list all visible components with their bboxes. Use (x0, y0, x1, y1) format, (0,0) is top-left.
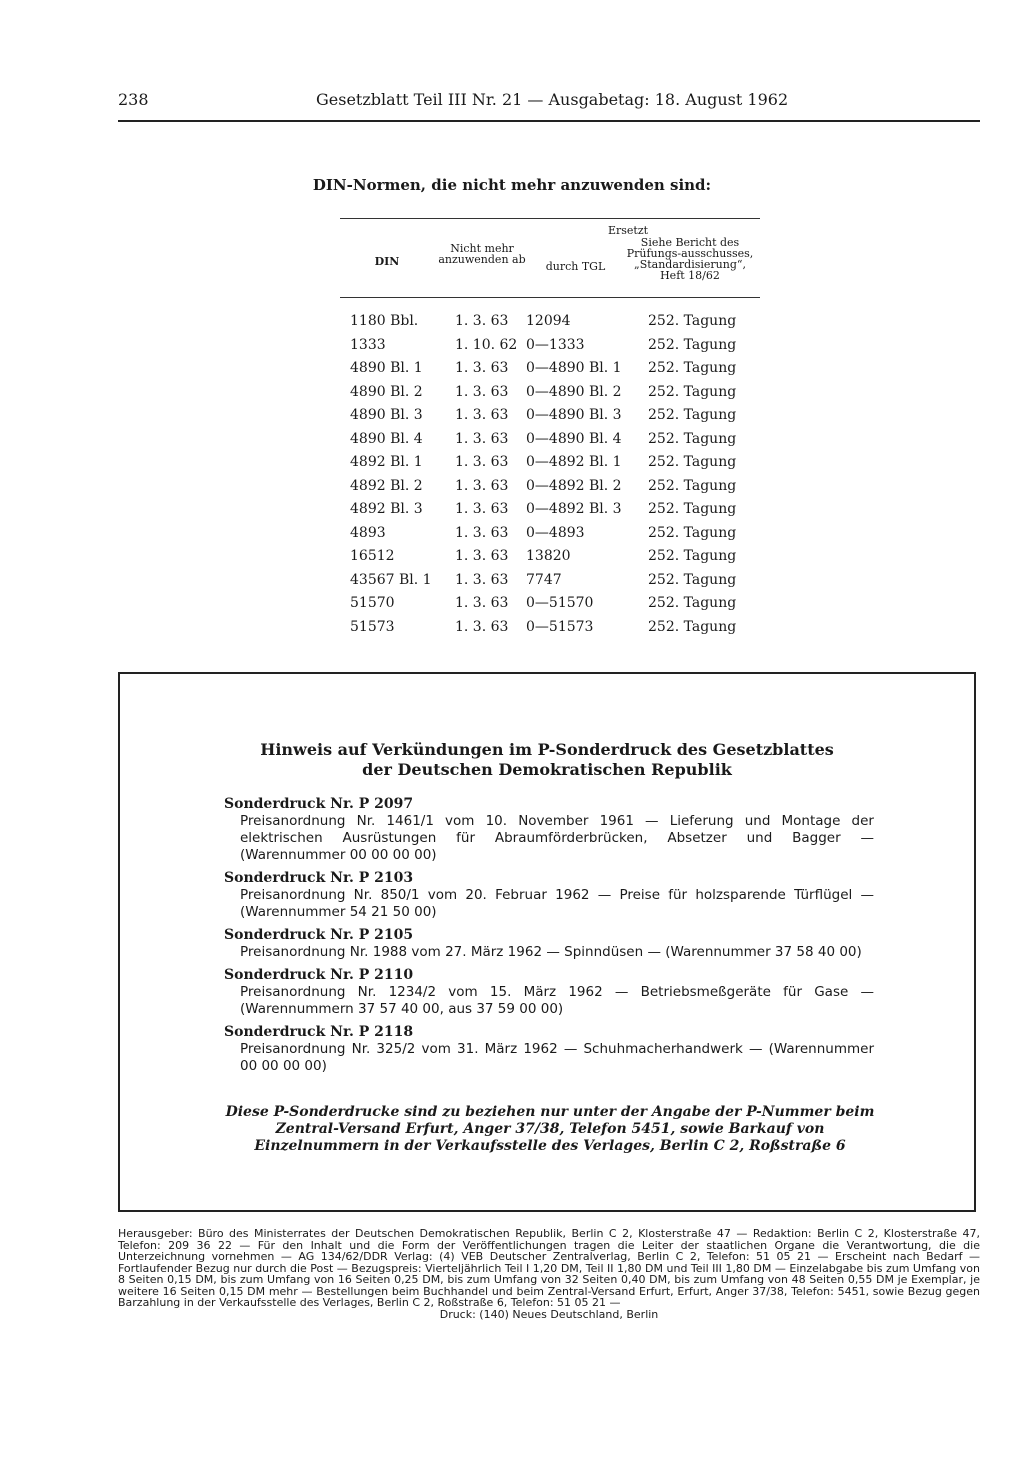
table-rule-bottom (340, 297, 760, 298)
list-item (224, 967, 874, 1018)
page-header (118, 90, 980, 122)
table-row (340, 431, 760, 453)
cell-din: 4890 Bl. 3 (350, 407, 423, 423)
cell-date: 1. 3. 63 (455, 618, 509, 635)
sonderdruck-description: Preisanordnung Nr. 1461/1 vom 10. November 1961 — Lieferung und Montage der elektrischen Ausrüstungen für Abraumförderbrücken, Absetzer und Bagger — (Warennummer 00 00 00 00) (240, 813, 874, 863)
table-row (340, 337, 760, 359)
cell-din: 4890 Bl. 2 (350, 383, 423, 400)
table-row (340, 407, 760, 429)
table-row (340, 572, 760, 594)
cell-din: 43567 Bl. 1 (350, 571, 432, 588)
cell-bericht: 252. Tagung (648, 618, 737, 635)
sonderdruck-number: Sonderdruck Nr. P 2103 (224, 870, 414, 886)
sonderdruck-number: Sonderdruck Nr. P 2097 (224, 796, 414, 812)
cell-din: 4890 Bl. 1 (350, 360, 423, 376)
list-item (224, 1024, 874, 1075)
table-row (340, 360, 760, 382)
notice-title-line1: Hinweis auf Verkündungen im P-Sonderdruck des Gesetzblattes (260, 740, 834, 759)
table-row (340, 313, 760, 335)
print-info: Druck: (140) Neues Deutschland, Berlin (439, 1307, 659, 1321)
cell-tgl: 0—1333 (526, 336, 585, 353)
cell-din: 4890 Bl. 4 (350, 430, 423, 447)
col-header-nicht-mehr: Nicht mehr anzuwenden ab (438, 242, 526, 266)
table-rule-top (340, 218, 760, 219)
cell-date: 1. 3. 63 (455, 501, 509, 517)
cell-bericht: 252. Tagung (648, 524, 737, 541)
cell-bericht: 252. Tagung (648, 383, 737, 400)
cell-din: 51570 (350, 595, 395, 611)
table-title: DIN-Normen, die nicht mehr anzuwenden sind: (312, 176, 712, 194)
cell-bericht: 252. Tagung (648, 407, 737, 423)
sonderdruck-list (224, 796, 874, 1081)
cell-date: 1. 10. 62 (455, 336, 518, 353)
cell-din: 1333 (350, 336, 386, 353)
table-row (340, 619, 760, 641)
cell-date: 1. 3. 63 (455, 407, 509, 423)
cell-date: 1. 3. 63 (455, 430, 509, 447)
cell-bericht: 252. Tagung (648, 430, 737, 447)
cell-bericht: 252. Tagung (648, 501, 737, 517)
cell-bericht: 252. Tagung (648, 336, 737, 353)
cell-date: 1. 3. 63 (455, 477, 509, 494)
cell-din: 4892 Bl. 1 (350, 454, 423, 470)
table-row (340, 501, 760, 523)
page-number: 238 (118, 90, 149, 109)
publisher-info: Herausgeber: Büro des Ministerrates der Deutschen Demokratischen Republik, Berlin C 2, Klosterstraße 47 — Redaktion: Berlin C 2, Klosterstraße 47, Telefon: 209 36 22 — Für den Inhalt und die Form der Veröffentlichungen tragen die Leiter der staatlichen Organe die Verantwortung, die die Unterzeichnung vornehmen — AG 134/62/DDR Verlag: (4) VEB Deutscher Zentralverlag, Berlin C 2, Telefon: 51 05 21 — Erscheint nach Bedarf — Fortlaufender Bezug nur durch die Post — Bezugspreis: Vierteljährlich Teil I 1,20 DM, Teil II 1,80 DM und Teil III 1,80 DM — Einzelabgabe bis zum Umfang von 8 Seiten 0,15 DM, bis zum Umfang von 16 Seiten 0,25 DM, bis zum Umfang von 32 Seiten 0,40 DM, bis zum Umfang von 48 Seiten 0,55 DM je Exemplar, je weitere 16 Seiten 0,15 DM mehr — Bestellungen beim Buchhandel und beim Zentral-Versand Erfurt, Erfurt, Anger 37/38, Telefon: 5451, sowie Bezug gegen Barzahlung in der Verkaufsstelle des Verlages, Berlin C 2, Roßstraße 6, Telefon: 51 05 21 — (118, 1227, 980, 1309)
order-notice: Diese P-Sonderdrucke sind zu beziehen nur unter der Angabe der P-Nummer beim Zentral-Versand Erfurt, Anger 37/38, Telefon 5451, sowie Barkauf von Einzelnummern in der Verkaufsstelle des Verlages, Berlin C 2, Roßstraße 6 (225, 1104, 875, 1154)
table-row (340, 454, 760, 476)
cell-tgl: 0—4890 Bl. 4 (526, 430, 622, 447)
cell-din: 51573 (350, 618, 395, 635)
list-item (224, 796, 874, 864)
cell-date: 1. 3. 63 (455, 360, 509, 376)
sonderdruck-description: Preisanordnung Nr. 850/1 vom 20. Februar 1962 — Preise für holzsparende Türflügel — (Warennummer 54 21 50 00) (240, 887, 874, 920)
table-row (340, 548, 760, 570)
sonderdruck-description: Preisanordnung Nr. 325/2 vom 31. März 1962 — Schuhmacherhandwerk — (Warennummer 00 00 00 00) (240, 1041, 874, 1074)
notice-box (118, 672, 976, 1212)
table-row (340, 384, 760, 406)
col-header-bericht: Siehe Bericht des Prüfungs-ausschusses, „Standardisierung“, Heft 18/62 (626, 236, 754, 282)
cell-bericht: 252. Tagung (648, 313, 737, 329)
notice-title (120, 740, 974, 780)
sonderdruck-description: Preisanordnung Nr. 1234/2 vom 15. März 1962 — Betriebsmeßgeräte für Gase — (Warennummern 37 57 40 00, aus 37 59 00 00) (240, 984, 874, 1017)
list-item (224, 927, 874, 961)
cell-bericht: 252. Tagung (648, 595, 737, 611)
notice-title-line2: der Deutschen Demokratischen Republik (362, 760, 732, 779)
cell-date: 1. 3. 63 (455, 313, 509, 329)
cell-bericht: 252. Tagung (648, 454, 737, 470)
cell-date: 1. 3. 63 (455, 524, 509, 541)
cell-date: 1. 3. 63 (455, 571, 509, 588)
cell-tgl: 0—4890 Bl. 3 (526, 407, 622, 423)
table-row (340, 525, 760, 547)
cell-bericht: 252. Tagung (648, 548, 737, 564)
cell-tgl: 0—4892 Bl. 3 (526, 501, 622, 517)
running-head: Gesetzblatt Teil III Nr. 21 — Ausgabetag: 18. August 1962 (316, 90, 789, 109)
cell-din: 4892 Bl. 2 (350, 477, 423, 494)
cell-tgl: 0—4893 (526, 524, 585, 541)
cell-date: 1. 3. 63 (455, 454, 509, 470)
col-header-ersetzt: Ersetzt (607, 224, 649, 237)
cell-tgl: 0—4890 Bl. 1 (526, 360, 622, 376)
cell-bericht: 252. Tagung (648, 571, 737, 588)
cell-tgl: 0—51570 (526, 595, 594, 611)
col-header-din: DIN (374, 255, 400, 268)
cell-tgl: 7747 (526, 571, 562, 588)
cell-din: 16512 (350, 548, 395, 564)
cell-din: 1180 Bbl. (350, 313, 419, 329)
list-item (224, 870, 874, 921)
cell-tgl: 0—4890 Bl. 2 (526, 383, 622, 400)
table-row (340, 595, 760, 617)
cell-tgl: 0—4892 Bl. 2 (526, 477, 622, 494)
cell-date: 1. 3. 63 (455, 595, 509, 611)
cell-tgl: 13820 (526, 548, 571, 564)
cell-din: 4893 (350, 524, 386, 541)
cell-tgl: 12094 (526, 313, 571, 329)
cell-din: 4892 Bl. 3 (350, 501, 423, 517)
sonderdruck-number: Sonderdruck Nr. P 2118 (224, 1024, 414, 1040)
cell-date: 1. 3. 63 (455, 548, 509, 564)
cell-tgl: 0—51573 (526, 618, 594, 635)
cell-bericht: 252. Tagung (648, 477, 737, 494)
cell-date: 1. 3. 63 (455, 383, 509, 400)
cell-tgl: 0—4892 Bl. 1 (526, 454, 622, 470)
sonderdruck-number: Sonderdruck Nr. P 2110 (224, 967, 414, 983)
sonderdruck-number: Sonderdruck Nr. P 2105 (224, 927, 414, 943)
publisher-footer (118, 1228, 980, 1320)
col-header-durch-tgl: durch TGL (545, 260, 606, 273)
cell-bericht: 252. Tagung (648, 360, 737, 376)
sonderdruck-description: Preisanordnung Nr. 1988 vom 27. März 1962 — Spinndüsen — (Warennummer 37 58 40 00) (240, 944, 862, 960)
table-row (340, 478, 760, 500)
